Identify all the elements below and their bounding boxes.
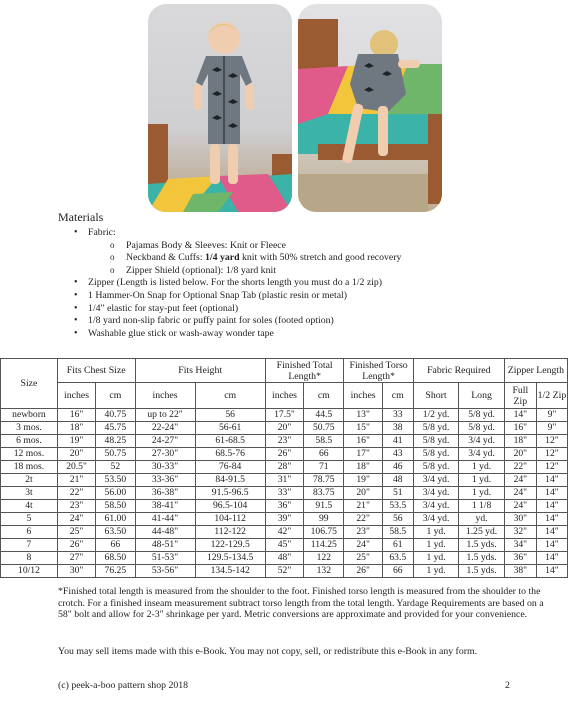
- header-height: Fits Height: [135, 359, 265, 383]
- list-item: [110, 252, 558, 265]
- table-cell: 44-48": [135, 526, 195, 539]
- table-cell: 22": [344, 513, 382, 526]
- table-cell: 3/4 yd.: [459, 435, 505, 448]
- table-cell: 5/8 yd.: [459, 422, 505, 435]
- table-cell: 63.5: [382, 552, 413, 565]
- table-cell: 53.5: [382, 500, 413, 513]
- list-item: [74, 227, 558, 277]
- table-cell: 33: [382, 409, 413, 422]
- table-row: [1, 552, 568, 565]
- subheader-inches: inches: [135, 383, 195, 409]
- table-cell: 56.00: [96, 487, 135, 500]
- header-torso-length: Finished Torso Length*: [344, 359, 413, 383]
- table-cell: 56-61: [195, 422, 265, 435]
- subheader-inches: inches: [57, 383, 95, 409]
- table-cell: 48": [265, 552, 303, 565]
- table-cell: 18": [504, 435, 536, 448]
- size-cell: 3 mos.: [1, 422, 58, 435]
- table-cell: 26": [57, 539, 95, 552]
- fabric-sublist: [110, 240, 558, 278]
- table-cell: 5/8 yd.: [459, 409, 505, 422]
- table-cell: 25": [344, 552, 382, 565]
- table-cell: 5/8 yd.: [413, 435, 459, 448]
- table-row: [1, 487, 568, 500]
- subheader-inches: inches: [344, 383, 382, 409]
- table-cell: 1/2 yd.: [413, 409, 459, 422]
- table-cell: 24": [504, 474, 536, 487]
- list-item: • 1/8 yard non-slip fabric or puffy paint for soles (footed option): [74, 315, 558, 328]
- table-cell: 1.5 yds.: [459, 552, 505, 565]
- table-cell: 41-44": [135, 513, 195, 526]
- table-cell: 1 yd.: [413, 565, 459, 578]
- table-cell: 44.5: [304, 409, 344, 422]
- table-cell: 48-51": [135, 539, 195, 552]
- table-row: [1, 474, 568, 487]
- table-cell: 5/8 yd.: [413, 422, 459, 435]
- table-cell: 3/4 yd.: [413, 474, 459, 487]
- table-cell: 53-56": [135, 565, 195, 578]
- table-header-row: [1, 359, 568, 383]
- table-cell: 122-129.5: [195, 539, 265, 552]
- table-cell: 134.5-142: [195, 565, 265, 578]
- header-chest: Fits Chest Size: [57, 359, 135, 383]
- copyright: (c) peek-a-boo pattern shop 2018: [58, 680, 189, 691]
- table-cell: 1.5 yds.: [459, 539, 505, 552]
- header-zipper: Zipper Length: [504, 359, 567, 383]
- table-cell: 58.50: [96, 500, 135, 513]
- table-cell: 12": [536, 448, 567, 461]
- table-cell: 38-41": [135, 500, 195, 513]
- table-cell: 24": [504, 487, 536, 500]
- table-cell: 71: [304, 461, 344, 474]
- table-cell: 12": [536, 461, 567, 474]
- table-cell: 66: [304, 448, 344, 461]
- table-cell: 16": [57, 409, 95, 422]
- list-item: • 1/4" elastic for stay-put feet (optional): [74, 303, 558, 316]
- table-row: [1, 435, 568, 448]
- table-cell: 1 yd.: [459, 461, 505, 474]
- table-cell: 3/4 yd.: [459, 448, 505, 461]
- materials-section: [58, 211, 558, 340]
- table-cell: 27": [57, 552, 95, 565]
- table-cell: 36": [265, 500, 303, 513]
- table-subheader-row: [1, 383, 568, 409]
- table-cell: 19": [344, 474, 382, 487]
- size-cell: 4t: [1, 500, 58, 513]
- table-cell: 45": [265, 539, 303, 552]
- size-cell: 3t: [1, 487, 58, 500]
- table-cell: 1 yd.: [413, 552, 459, 565]
- table-cell: 52": [265, 565, 303, 578]
- table-cell: 129.5-134.5: [195, 552, 265, 565]
- list-item: o Pajamas Body & Sleeves: Knit or Fleece: [110, 240, 558, 253]
- table-cell: 106.75: [304, 526, 344, 539]
- table-cell: 14": [536, 500, 567, 513]
- table-cell: 20.5": [57, 461, 95, 474]
- table-row: [1, 500, 568, 513]
- subheader-long: Long: [459, 383, 505, 409]
- table-cell: 51: [382, 487, 413, 500]
- table-cell: 14": [536, 513, 567, 526]
- table-cell: 132: [304, 565, 344, 578]
- table-row: [1, 422, 568, 435]
- table-cell: 31": [265, 474, 303, 487]
- table-cell: 61.00: [96, 513, 135, 526]
- table-cell: 19": [57, 435, 95, 448]
- table-cell: 14": [536, 565, 567, 578]
- table-cell: 1 yd.: [459, 474, 505, 487]
- table-cell: 1 1/8: [459, 500, 505, 513]
- table-cell: 14": [536, 474, 567, 487]
- table-cell: 91.5-96.5: [195, 487, 265, 500]
- list-item-bold: 1/4 yard: [205, 252, 240, 264]
- table-cell: 84-91.5: [195, 474, 265, 487]
- table-cell: 53.50: [96, 474, 135, 487]
- table-cell: 46: [382, 461, 413, 474]
- table-cell: 23": [265, 435, 303, 448]
- table-cell: 66: [96, 539, 135, 552]
- table-cell: 40.75: [96, 409, 135, 422]
- table-cell: 91.5: [304, 500, 344, 513]
- table-cell: 13": [344, 409, 382, 422]
- size-cell: 5: [1, 513, 58, 526]
- table-cell: 32": [504, 526, 536, 539]
- table-cell: 26": [344, 565, 382, 578]
- table-cell: 23": [57, 500, 95, 513]
- size-cell: newborn: [1, 409, 58, 422]
- size-cell: 7: [1, 539, 58, 552]
- table-cell: 36-38": [135, 487, 195, 500]
- page-number: 2: [505, 680, 510, 691]
- table-cell: 16": [344, 435, 382, 448]
- sell-note: You may sell items made with this e-Book. You may not copy, sell, or redistribute this e-Book in any form.: [58, 646, 478, 657]
- table-cell: 17.5": [265, 409, 303, 422]
- table-cell: 24-27": [135, 435, 195, 448]
- table-cell: 16": [504, 422, 536, 435]
- header-fabric: Fabric Required: [413, 359, 504, 383]
- list-item: • Washable glue stick or wash-away wonder tape: [74, 328, 558, 341]
- table-cell: 1.25 yd.: [459, 526, 505, 539]
- table-cell: 22-24": [135, 422, 195, 435]
- table-cell: 63.50: [96, 526, 135, 539]
- table-cell: 122: [304, 552, 344, 565]
- table-row: [1, 526, 568, 539]
- list-item: o Zipper Shield (optional): 1/8 yard knit: [110, 265, 558, 278]
- table-row: [1, 513, 568, 526]
- table-cell: 66: [382, 565, 413, 578]
- subheader-full-zip: Full Zip: [504, 383, 536, 409]
- size-cell: 6 mos.: [1, 435, 58, 448]
- subheader-cm: cm: [195, 383, 265, 409]
- table-cell: 26": [265, 448, 303, 461]
- table-cell: 41: [382, 435, 413, 448]
- table-cell: 61: [382, 539, 413, 552]
- table-cell: 22": [504, 461, 536, 474]
- table-cell: 9": [536, 409, 567, 422]
- table-cell: 14": [536, 552, 567, 565]
- table-cell: 3/4 yd.: [413, 500, 459, 513]
- table-cell: 1 yd.: [413, 526, 459, 539]
- table-row: [1, 565, 568, 578]
- table-cell: 20": [504, 448, 536, 461]
- table-cell: 18": [344, 461, 382, 474]
- table-cell: 61-68.5: [195, 435, 265, 448]
- table-body: [1, 409, 568, 578]
- table-cell: 33": [265, 487, 303, 500]
- table-cell: 34": [504, 539, 536, 552]
- photo-toddler-standing: [148, 4, 292, 212]
- table-cell: 24": [504, 500, 536, 513]
- product-photos: [0, 4, 570, 214]
- table-cell: 50.75: [96, 448, 135, 461]
- table-cell: 12": [536, 435, 567, 448]
- subheader-short: Short: [413, 383, 459, 409]
- table-cell: 96.5-104: [195, 500, 265, 513]
- table-cell: 36": [504, 552, 536, 565]
- header-size: Size: [1, 359, 58, 409]
- subheader-cm: cm: [304, 383, 344, 409]
- table-cell: 38": [504, 565, 536, 578]
- table-row: [1, 448, 568, 461]
- table-cell: 76.25: [96, 565, 135, 578]
- table-cell: 5/8 yd.: [413, 461, 459, 474]
- photo-toddler-climbing: [298, 4, 442, 212]
- table-cell: 104-112: [195, 513, 265, 526]
- size-chart-table: [0, 358, 568, 578]
- fabric-label: Fabric:: [88, 227, 116, 238]
- list-item-text: knit with 50% stretch and good recovery: [239, 252, 402, 264]
- table-cell: 27-30": [135, 448, 195, 461]
- list-item: • Zipper (Length is listed below. For the shorts length you must do a 1/2 zip): [74, 277, 558, 290]
- table-cell: 25": [57, 526, 95, 539]
- table-cell: 28": [265, 461, 303, 474]
- table-cell: 99: [304, 513, 344, 526]
- table-cell: 14": [536, 539, 567, 552]
- subheader-half-zip: 1/2 Zip: [536, 383, 567, 409]
- table-cell: 17": [344, 448, 382, 461]
- table-cell: 14": [536, 526, 567, 539]
- table-cell: 21": [344, 500, 382, 513]
- list-item-text: Neckband & Cuffs:: [126, 252, 205, 264]
- list-item: • 1 Hammer-On Snap for Optional Snap Tab (plastic resin or metal): [74, 290, 558, 303]
- table-cell: 52: [96, 461, 135, 474]
- subheader-inches: inches: [265, 383, 303, 409]
- table-cell: 78.75: [304, 474, 344, 487]
- table-cell: 1 yd.: [459, 487, 505, 500]
- table-cell: 15": [344, 422, 382, 435]
- table-cell: 48: [382, 474, 413, 487]
- size-cell: 18 mos.: [1, 461, 58, 474]
- size-cell: 6: [1, 526, 58, 539]
- table-cell: 21": [57, 474, 95, 487]
- table-cell: 9": [536, 422, 567, 435]
- table-cell: 30": [57, 565, 95, 578]
- table-cell: 20": [344, 487, 382, 500]
- table-cell: 50.75: [304, 422, 344, 435]
- table-cell: 30-33": [135, 461, 195, 474]
- size-cell: 10/12: [1, 565, 58, 578]
- table-cell: 1.5 yds.: [459, 565, 505, 578]
- materials-heading: Materials: [58, 210, 104, 224]
- table-row: [1, 409, 568, 422]
- table-cell: yd.: [459, 513, 505, 526]
- table-cell: 24": [344, 539, 382, 552]
- size-cell: 12 mos.: [1, 448, 58, 461]
- table-cell: 58.5: [382, 526, 413, 539]
- table-cell: 24": [57, 513, 95, 526]
- table-cell: 33-36": [135, 474, 195, 487]
- table-cell: 1 yd.: [413, 539, 459, 552]
- table-cell: 39": [265, 513, 303, 526]
- table-cell: 23": [344, 526, 382, 539]
- materials-list: [74, 227, 558, 340]
- table-cell: 68.5-76: [195, 448, 265, 461]
- table-cell: 114.25: [304, 539, 344, 552]
- table-cell: 3/4 yd.: [413, 513, 459, 526]
- table-cell: 14": [504, 409, 536, 422]
- table-cell: 5/8 yd.: [413, 448, 459, 461]
- table-cell: 51-53": [135, 552, 195, 565]
- table-cell: 43: [382, 448, 413, 461]
- table-cell: 42": [265, 526, 303, 539]
- table-row: [1, 539, 568, 552]
- table-cell: 48.25: [96, 435, 135, 448]
- table-cell: 68.50: [96, 552, 135, 565]
- table-cell: 56: [382, 513, 413, 526]
- table-cell: 14": [536, 487, 567, 500]
- subheader-cm: cm: [382, 383, 413, 409]
- table-cell: 58.5: [304, 435, 344, 448]
- table-cell: 56: [195, 409, 265, 422]
- table-cell: 30": [504, 513, 536, 526]
- table-cell: 76-84: [195, 461, 265, 474]
- footnote: *Finished total length is measured from the shoulder to the foot. Finished torso length is measured from the shoulder to the crotch. For a finished inseam measurement subtract torso length from the total length. Yardage Requirements are based on a 58" bolt and allow for 2-3" shrinkage per yard. Metric conversions are approximate and provided for your convenience.: [58, 586, 544, 620]
- table-cell: 45.75: [96, 422, 135, 435]
- table-cell: 20": [265, 422, 303, 435]
- table-cell: 22": [57, 487, 95, 500]
- table-cell: 3/4 yd.: [413, 487, 459, 500]
- table-cell: up to 22": [135, 409, 195, 422]
- table-cell: 18": [57, 422, 95, 435]
- table-cell: 20": [57, 448, 95, 461]
- size-cell: 8: [1, 552, 58, 565]
- subheader-cm: cm: [96, 383, 135, 409]
- table-cell: 112-122: [195, 526, 265, 539]
- size-cell: 2t: [1, 474, 58, 487]
- table-cell: 38: [382, 422, 413, 435]
- header-total-length: Finished Total Length*: [265, 359, 344, 383]
- table-row: [1, 461, 568, 474]
- table-cell: 83.75: [304, 487, 344, 500]
